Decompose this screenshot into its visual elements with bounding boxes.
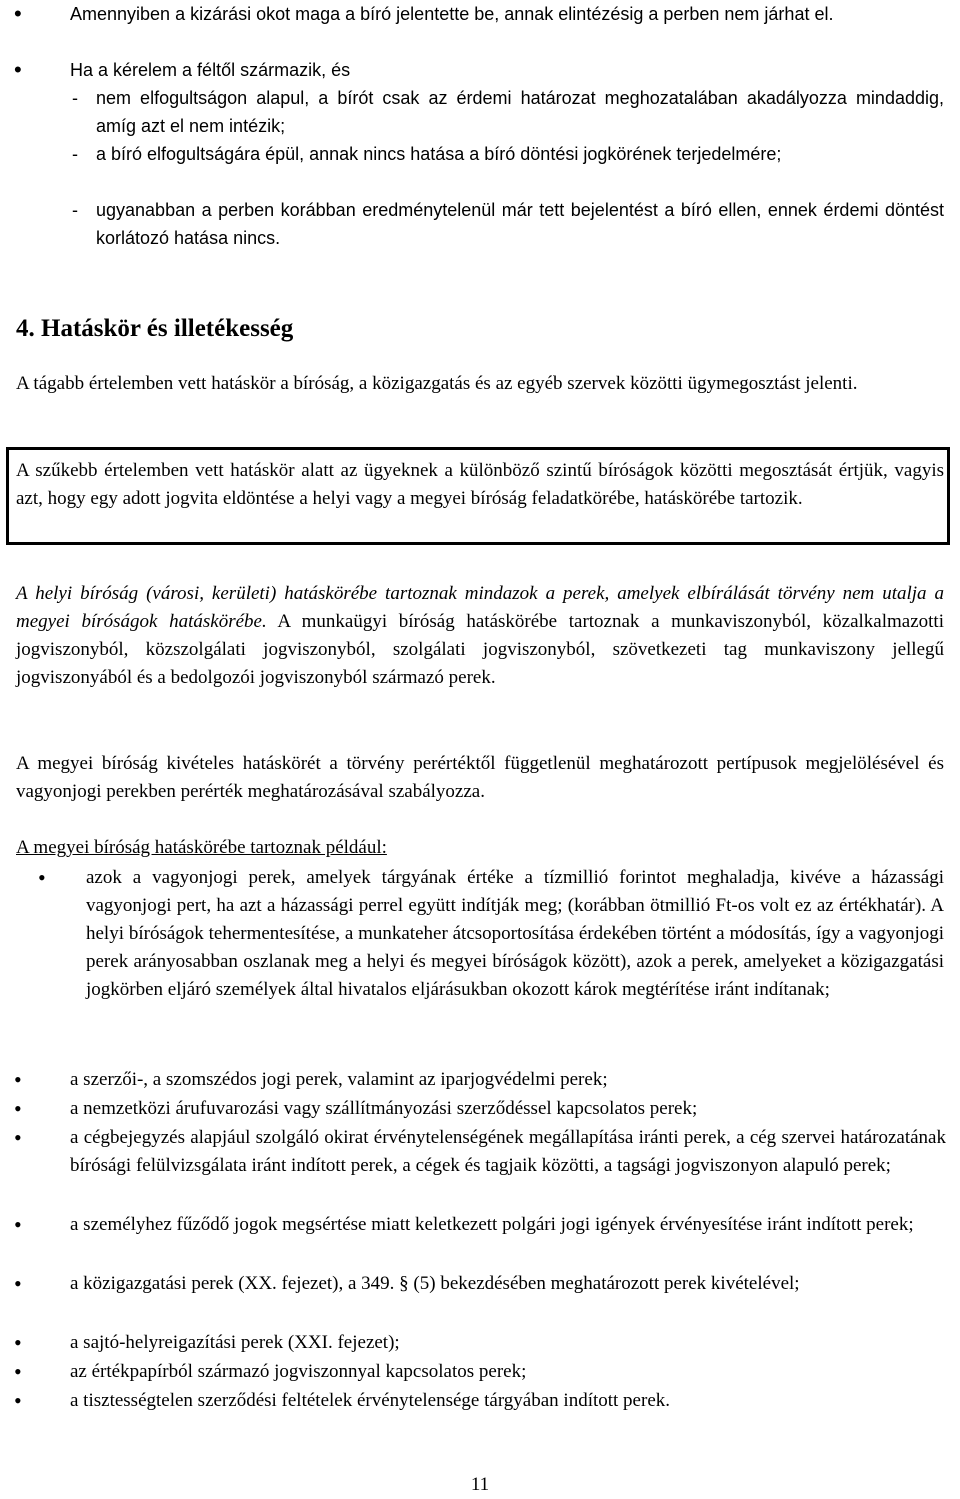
list-item-text: a nemzetközi árufuvarozási vagy szállítmányozási szerződéssel kapcsolatos perek; (70, 1098, 698, 1119)
list-item-text: Ha a kérelem a féltől származik, és (70, 60, 351, 80)
list-item (14, 0, 946, 56)
bullet: • (14, 1330, 22, 1355)
list-item-text: a tisztességtelen szerződési feltételek érvénytelensége tárgyában indított perek. (70, 1390, 671, 1411)
bullet: • (14, 57, 22, 82)
list-item-text: Amennyiben a kizárási okot maga a bíró jelentette be, annak elintézésig a perben nem járhat el. (70, 4, 834, 24)
dash-item-text: nem elfogultságon alapul, a bírót csak az érdemi határozat meghozatalában akadályozza mindaddig, amíg azt el nem intézik; (96, 88, 944, 136)
paragraph: A tágabb értelemben vett hatáskör a bíróság, a közigazgatás és az egyéb szervek közötti ügymegosztást jelenti. (16, 373, 858, 394)
list-item (38, 864, 944, 1060)
paragraph: A megyei bíróság kivételes hatáskörét a törvény perértéktől függetlenül meghatározott pertípusok megjelölésével és vagyonjogi perekben perérték meghatározásával szabályozza. (16, 753, 944, 802)
italic-text: A helyi bíróság (városi, kerületi) hatáskörébe tartoznak mindazok a perek, amelyek elbírálását törvény nem utalja a megyei bíróságok hatáskörébe. (16, 583, 944, 632)
dash: - (72, 88, 78, 108)
list-item-text: a cégbejegyzés alapjául szolgáló okirat érvénytelenségének megállapítása iránti perek, a cég szervei határozatának bírósági felülvizsgálata iránt indított perek, a cégek és tagjaik közötti, a tagsági jogviszonyon alapuló perek; (70, 1127, 946, 1176)
dash-item-text: ugyanabban a perben korábban eredménytelenül már tett bejelentést a bíró ellen, ennek érdemi döntést korlátozó hatása nincs. (96, 200, 944, 248)
bullet: • (14, 1271, 22, 1296)
boxed-paragraph (6, 447, 950, 545)
list-item-text: az értékpapírból származó jogviszonnyal kapcsolatos perek; (70, 1361, 527, 1382)
dash-item (72, 84, 944, 140)
dash-item (72, 140, 944, 196)
bullet: • (14, 1, 22, 26)
examples-heading-text: A megyei bíróság hatáskörébe tartoznak például: (16, 837, 387, 858)
bullet: • (14, 1359, 22, 1384)
paragraph-text: A munkaügyi bíróság hatáskörébe tartoznak a munkaviszonyból, közalkalmazotti jogviszonyból, közszolgálati jogviszonyból, szolgálati jogviszonyból, szövetkezeti tag munkaviszony jellegű jogviszonyából és a bedolgozói jogviszonyból származó perek. (16, 611, 944, 688)
dash: - (72, 144, 78, 164)
bullet: • (38, 865, 46, 890)
dash: - (72, 200, 78, 220)
bullet: • (14, 1067, 22, 1092)
boxed-paragraph-text: A szűkebb értelemben vett hatáskör alatt az ügyeknek a különböző szintű bíróságok közötti megosztását értjük, vagyis azt, hogy egy adott jogvita eldöntése a helyi vagy a megyei bíróság feladatkörébe, hatáskörébe tartozik. (16, 460, 944, 509)
bullet: • (14, 1096, 22, 1121)
list-item-text: azok a vagyonjogi perek, amelyek tárgyának értéke a tízmillió forintot meghaladja, kivéve a házassági vagyonjogi pert, ha azt a házassági perrel együtt indítják meg; (korábban ötmillió Ft-os volt ez az értékhatár). A helyi bíróságok tehermentesítése, a munkateher átcsoportosítása érdekében történt a módosítás, így a vagyonjogi perek arányosabban oszlanak meg a helyi és megyei bíróságok között), azok a perek, amelyeket a közigazgatási jogkörben eljáró személyek által hivatalos eljárásukban okozott károk megtérítése iránt indítanak; (86, 867, 944, 1000)
list-item-text: a sajtó-helyreigazítási perek (XXI. fejezet); (70, 1332, 400, 1353)
list-item-text: a közigazgatási perek (XX. fejezet), a 349. § (5) bekezdésében meghatározott perek kivételével; (70, 1273, 800, 1294)
dash-item-text: a bíró elfogultságára épül, annak nincs hatása a bíró döntési jogkörének terjedelmére; (96, 144, 782, 164)
dash-item (72, 196, 944, 252)
paragraph (16, 580, 944, 692)
list-item-text: a szerzői-, a szomszédos jogi perek, valamint az iparjogvédelmi perek; (70, 1069, 608, 1090)
bullet: • (14, 1125, 22, 1150)
section-heading: 4. Hatáskör és illetékesség (16, 315, 294, 342)
bullet: • (14, 1212, 22, 1237)
list-item (14, 56, 946, 84)
bullet: • (14, 1388, 22, 1413)
examples-heading (16, 834, 944, 862)
list-item-text: a személyhez fűződő jogok megsértése miatt keletkezett polgári jogi igények érvényesítése iránt indított perek; (70, 1214, 914, 1235)
page-number: 11 (470, 1474, 490, 1495)
